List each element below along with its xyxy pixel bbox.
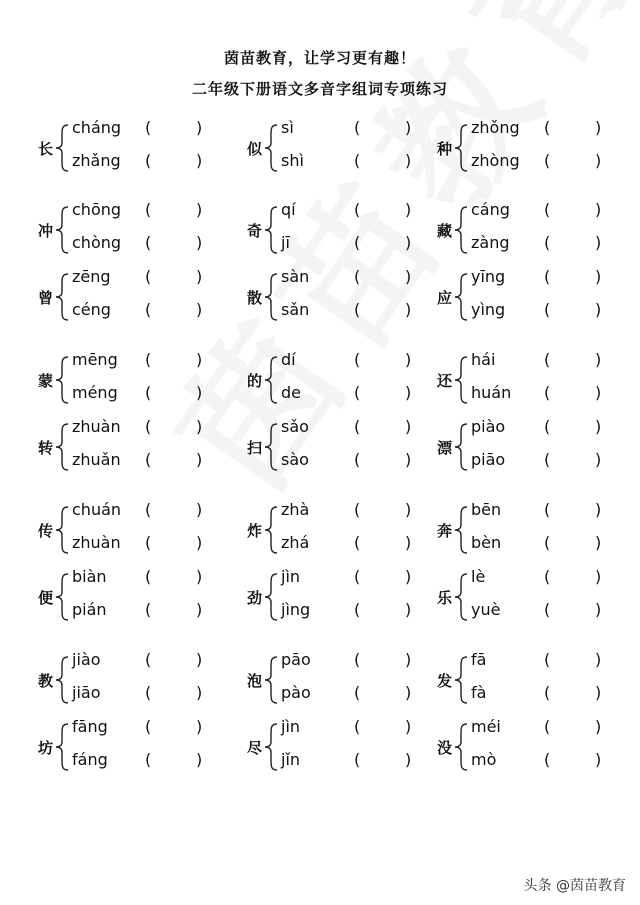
answer-blank-close: ) bbox=[196, 267, 203, 286]
answer-blank-open: ( bbox=[354, 350, 361, 369]
answer-blank-close: ) bbox=[196, 750, 203, 769]
answer-blank-open: ( bbox=[145, 233, 152, 252]
polyphone-character: 发 bbox=[437, 672, 453, 690]
pinyin-reading: piāo bbox=[471, 450, 506, 469]
answer-blank-close: ) bbox=[405, 267, 412, 286]
answer-blank-close: ) bbox=[405, 717, 412, 736]
answer-blank-open: ( bbox=[145, 650, 152, 669]
answer-blank-close: ) bbox=[405, 417, 412, 436]
brace-icon bbox=[263, 572, 283, 622]
answer-blank-close: ) bbox=[405, 533, 412, 552]
answer-blank-open: ( bbox=[145, 600, 152, 619]
answer-blank-close: ) bbox=[196, 650, 203, 669]
answer-blank-open: ( bbox=[544, 300, 551, 319]
polyphone-entry bbox=[38, 650, 238, 710]
brace-icon bbox=[263, 505, 283, 555]
answer-blank-open: ( bbox=[145, 118, 152, 137]
brace-icon bbox=[54, 123, 74, 173]
pinyin-reading: chòng bbox=[72, 233, 122, 252]
polyphone-character: 还 bbox=[437, 372, 453, 390]
pinyin-reading: fā bbox=[471, 650, 487, 669]
polyphone-entry bbox=[437, 567, 637, 627]
pinyin-reading: fà bbox=[471, 683, 487, 702]
polyphone-entry bbox=[437, 500, 637, 560]
pinyin-reading: sǎo bbox=[281, 417, 309, 436]
answer-blank-open: ( bbox=[354, 450, 361, 469]
pinyin-reading: hái bbox=[471, 350, 496, 369]
answer-blank-close: ) bbox=[405, 650, 412, 669]
brace-icon bbox=[54, 572, 74, 622]
brace-icon bbox=[263, 722, 283, 772]
answer-blank-close: ) bbox=[196, 500, 203, 519]
pinyin-reading: zēng bbox=[72, 267, 111, 286]
polyphone-character: 蒙 bbox=[38, 372, 54, 390]
brace-icon bbox=[54, 422, 74, 472]
pinyin-reading: mēng bbox=[72, 350, 118, 369]
pinyin-reading: zhǒng bbox=[471, 118, 520, 137]
answer-blank-open: ( bbox=[544, 650, 551, 669]
answer-blank-close: ) bbox=[595, 533, 602, 552]
pinyin-reading: sì bbox=[281, 118, 294, 137]
pinyin-reading: qí bbox=[281, 200, 296, 219]
polyphone-entry bbox=[38, 717, 238, 777]
pinyin-reading: zhà bbox=[281, 500, 310, 519]
answer-blank-open: ( bbox=[544, 350, 551, 369]
answer-blank-open: ( bbox=[145, 683, 152, 702]
answer-blank-close: ) bbox=[196, 600, 203, 619]
answer-blank-open: ( bbox=[354, 151, 361, 170]
answer-blank-open: ( bbox=[544, 151, 551, 170]
answer-blank-close: ) bbox=[595, 450, 602, 469]
brace-icon bbox=[263, 655, 283, 705]
answer-blank-close: ) bbox=[405, 151, 412, 170]
pinyin-reading: méng bbox=[72, 383, 118, 402]
polyphone-entry bbox=[437, 267, 637, 327]
answer-blank-open: ( bbox=[145, 567, 152, 586]
answer-blank-close: ) bbox=[196, 151, 203, 170]
polyphone-character: 漂 bbox=[437, 439, 453, 457]
answer-blank-open: ( bbox=[544, 500, 551, 519]
pinyin-reading: céng bbox=[72, 300, 111, 319]
answer-blank-close: ) bbox=[196, 450, 203, 469]
polyphone-character: 泡 bbox=[247, 672, 263, 690]
pinyin-reading: yīng bbox=[471, 267, 506, 286]
pinyin-reading: fāng bbox=[72, 717, 108, 736]
answer-blank-open: ( bbox=[145, 350, 152, 369]
answer-blank-close: ) bbox=[405, 567, 412, 586]
polyphone-entry bbox=[437, 118, 637, 178]
polyphone-character: 散 bbox=[247, 289, 263, 307]
answer-blank-open: ( bbox=[145, 267, 152, 286]
polyphone-character: 传 bbox=[38, 522, 54, 540]
polyphone-entry bbox=[437, 650, 637, 710]
polyphone-entry bbox=[437, 350, 637, 410]
polyphone-entry bbox=[247, 500, 447, 560]
polyphone-entry bbox=[38, 567, 238, 627]
polyphone-entry bbox=[38, 417, 238, 477]
brace-icon bbox=[453, 123, 473, 173]
polyphone-character: 劲 bbox=[247, 589, 263, 607]
pinyin-reading: de bbox=[281, 383, 301, 402]
answer-blank-open: ( bbox=[354, 750, 361, 769]
answer-blank-open: ( bbox=[145, 750, 152, 769]
answer-blank-open: ( bbox=[544, 417, 551, 436]
pinyin-reading: yuè bbox=[471, 600, 501, 619]
brace-icon bbox=[453, 355, 473, 405]
answer-blank-open: ( bbox=[145, 383, 152, 402]
pinyin-reading: pào bbox=[281, 683, 311, 702]
answer-blank-close: ) bbox=[196, 350, 203, 369]
answer-blank-close: ) bbox=[405, 350, 412, 369]
polyphone-character: 种 bbox=[437, 140, 453, 158]
pinyin-reading: zhá bbox=[281, 533, 310, 552]
answer-blank-open: ( bbox=[145, 151, 152, 170]
answer-blank-open: ( bbox=[544, 450, 551, 469]
brace-icon bbox=[54, 205, 74, 255]
answer-blank-close: ) bbox=[196, 383, 203, 402]
polyphone-entry bbox=[247, 267, 447, 327]
brace-icon bbox=[263, 272, 283, 322]
polyphone-character: 教 bbox=[38, 672, 54, 690]
polyphone-character: 扫 bbox=[247, 439, 263, 457]
answer-blank-close: ) bbox=[405, 600, 412, 619]
brace-icon bbox=[453, 655, 473, 705]
answer-blank-close: ) bbox=[595, 267, 602, 286]
footer-credit: 头条 @茵苗教育 bbox=[523, 878, 626, 894]
answer-blank-close: ) bbox=[196, 683, 203, 702]
polyphone-character: 奔 bbox=[437, 522, 453, 540]
pinyin-reading: zhòng bbox=[471, 151, 520, 170]
brace-icon bbox=[263, 205, 283, 255]
brace-icon bbox=[453, 422, 473, 472]
pinyin-reading: jìng bbox=[281, 600, 311, 619]
pinyin-reading: jiào bbox=[72, 650, 101, 669]
polyphone-entry bbox=[437, 200, 637, 260]
polyphone-character: 应 bbox=[437, 289, 453, 307]
answer-blank-open: ( bbox=[544, 750, 551, 769]
brace-icon bbox=[54, 272, 74, 322]
polyphone-character: 炸 bbox=[247, 522, 263, 540]
brace-icon bbox=[54, 722, 74, 772]
pinyin-reading: shì bbox=[281, 151, 304, 170]
polyphone-character: 的 bbox=[247, 372, 263, 390]
brace-icon bbox=[54, 355, 74, 405]
answer-blank-close: ) bbox=[196, 118, 203, 137]
answer-blank-open: ( bbox=[354, 300, 361, 319]
answer-blank-close: ) bbox=[405, 383, 412, 402]
polyphone-entry bbox=[247, 200, 447, 260]
answer-blank-close: ) bbox=[595, 567, 602, 586]
brace-icon bbox=[263, 355, 283, 405]
pinyin-reading: zhuàn bbox=[72, 417, 121, 436]
pinyin-reading: chōng bbox=[72, 200, 122, 219]
pinyin-reading: yìng bbox=[471, 300, 506, 319]
answer-blank-close: ) bbox=[595, 683, 602, 702]
answer-blank-open: ( bbox=[354, 717, 361, 736]
polyphone-entry bbox=[437, 717, 637, 777]
answer-blank-close: ) bbox=[196, 233, 203, 252]
brace-icon bbox=[54, 505, 74, 555]
pinyin-reading: méi bbox=[471, 717, 501, 736]
brace-icon bbox=[453, 505, 473, 555]
answer-blank-close: ) bbox=[405, 750, 412, 769]
polyphone-entry bbox=[38, 500, 238, 560]
polyphone-character: 曾 bbox=[38, 289, 54, 307]
polyphone-character: 转 bbox=[38, 439, 54, 457]
answer-blank-close: ) bbox=[196, 717, 203, 736]
pinyin-reading: zàng bbox=[471, 233, 510, 252]
answer-blank-open: ( bbox=[145, 200, 152, 219]
answer-blank-open: ( bbox=[544, 567, 551, 586]
answer-blank-close: ) bbox=[595, 600, 602, 619]
brace-icon bbox=[453, 272, 473, 322]
polyphone-entry bbox=[38, 350, 238, 410]
polyphone-character: 藏 bbox=[437, 222, 453, 240]
polyphone-character: 长 bbox=[38, 140, 54, 158]
answer-blank-close: ) bbox=[595, 717, 602, 736]
pinyin-reading: sàn bbox=[281, 267, 310, 286]
answer-blank-close: ) bbox=[595, 383, 602, 402]
pinyin-reading: jī bbox=[281, 233, 290, 252]
answer-blank-open: ( bbox=[354, 600, 361, 619]
answer-blank-open: ( bbox=[544, 233, 551, 252]
brace-icon bbox=[54, 655, 74, 705]
answer-blank-open: ( bbox=[544, 118, 551, 137]
pinyin-reading: bēn bbox=[471, 500, 502, 519]
brace-icon bbox=[453, 722, 473, 772]
pinyin-reading: sǎn bbox=[281, 300, 310, 319]
answer-blank-open: ( bbox=[354, 650, 361, 669]
pinyin-reading: huán bbox=[471, 383, 512, 402]
answer-blank-close: ) bbox=[595, 350, 602, 369]
pinyin-reading: cáng bbox=[471, 200, 510, 219]
pinyin-reading: zhǎng bbox=[72, 151, 121, 170]
brace-icon bbox=[263, 123, 283, 173]
pinyin-reading: jìn bbox=[281, 567, 301, 586]
answer-blank-open: ( bbox=[145, 417, 152, 436]
pinyin-reading: zhuǎn bbox=[72, 450, 121, 469]
answer-blank-open: ( bbox=[145, 300, 152, 319]
answer-blank-close: ) bbox=[405, 683, 412, 702]
answer-blank-open: ( bbox=[544, 383, 551, 402]
answer-blank-open: ( bbox=[544, 200, 551, 219]
polyphone-character: 尽 bbox=[247, 739, 263, 757]
polyphone-character: 冲 bbox=[38, 222, 54, 240]
answer-blank-close: ) bbox=[595, 151, 602, 170]
pinyin-reading: lè bbox=[471, 567, 486, 586]
polyphone-character: 似 bbox=[247, 140, 263, 158]
polyphone-entry bbox=[38, 267, 238, 327]
answer-blank-close: ) bbox=[595, 200, 602, 219]
polyphone-character: 乐 bbox=[437, 589, 453, 607]
answer-blank-open: ( bbox=[354, 683, 361, 702]
pinyin-reading: sào bbox=[281, 450, 309, 469]
pinyin-reading: dí bbox=[281, 350, 296, 369]
answer-blank-open: ( bbox=[145, 717, 152, 736]
answer-blank-open: ( bbox=[544, 717, 551, 736]
polyphone-entry bbox=[247, 417, 447, 477]
answer-blank-open: ( bbox=[354, 500, 361, 519]
answer-blank-close: ) bbox=[405, 233, 412, 252]
answer-blank-close: ) bbox=[595, 417, 602, 436]
polyphone-entry bbox=[247, 650, 447, 710]
answer-blank-open: ( bbox=[544, 600, 551, 619]
answer-blank-open: ( bbox=[354, 118, 361, 137]
brace-icon bbox=[453, 572, 473, 622]
answer-blank-open: ( bbox=[544, 267, 551, 286]
answer-blank-close: ) bbox=[196, 300, 203, 319]
polyphone-character: 没 bbox=[437, 739, 453, 757]
answer-blank-close: ) bbox=[595, 750, 602, 769]
answer-blank-close: ) bbox=[595, 300, 602, 319]
pinyin-reading: jǐn bbox=[281, 750, 301, 769]
answer-blank-close: ) bbox=[595, 118, 602, 137]
answer-blank-close: ) bbox=[595, 500, 602, 519]
brace-icon bbox=[263, 422, 283, 472]
answer-blank-open: ( bbox=[544, 683, 551, 702]
answer-blank-open: ( bbox=[354, 533, 361, 552]
answer-blank-close: ) bbox=[595, 650, 602, 669]
page-title: 茵苗教育，让学习更有趣！ bbox=[223, 49, 416, 67]
pinyin-reading: jìn bbox=[281, 717, 301, 736]
pinyin-reading: zhuàn bbox=[72, 533, 121, 552]
pinyin-reading: pāo bbox=[281, 650, 311, 669]
pinyin-reading: biàn bbox=[72, 567, 107, 586]
answer-blank-open: ( bbox=[354, 267, 361, 286]
answer-blank-close: ) bbox=[405, 450, 412, 469]
answer-blank-close: ) bbox=[405, 500, 412, 519]
page-subtitle: 二年级下册语文多音字组词专项练习 bbox=[191, 80, 448, 98]
polyphone-character: 坊 bbox=[38, 739, 54, 757]
polyphone-entry bbox=[38, 118, 238, 178]
polyphone-character: 便 bbox=[38, 589, 54, 607]
answer-blank-open: ( bbox=[544, 533, 551, 552]
pinyin-reading: cháng bbox=[72, 118, 122, 137]
answer-blank-open: ( bbox=[354, 567, 361, 586]
answer-blank-close: ) bbox=[196, 567, 203, 586]
polyphone-entry bbox=[38, 200, 238, 260]
polyphone-character: 奇 bbox=[247, 222, 263, 240]
pinyin-reading: piào bbox=[471, 417, 506, 436]
answer-blank-open: ( bbox=[354, 200, 361, 219]
answer-blank-close: ) bbox=[405, 300, 412, 319]
brace-icon bbox=[453, 205, 473, 255]
answer-blank-close: ) bbox=[196, 533, 203, 552]
polyphone-entry bbox=[247, 717, 447, 777]
answer-blank-open: ( bbox=[354, 233, 361, 252]
pinyin-reading: mò bbox=[471, 750, 497, 769]
answer-blank-open: ( bbox=[354, 417, 361, 436]
polyphone-entry bbox=[247, 567, 447, 627]
answer-blank-open: ( bbox=[145, 450, 152, 469]
answer-blank-close: ) bbox=[595, 233, 602, 252]
answer-blank-close: ) bbox=[405, 118, 412, 137]
answer-blank-open: ( bbox=[354, 383, 361, 402]
pinyin-reading: fáng bbox=[72, 750, 108, 769]
pinyin-reading: pián bbox=[72, 600, 107, 619]
pinyin-reading: bèn bbox=[471, 533, 502, 552]
polyphone-entry bbox=[247, 350, 447, 410]
polyphone-entry bbox=[247, 118, 447, 178]
answer-blank-open: ( bbox=[145, 500, 152, 519]
answer-blank-open: ( bbox=[145, 533, 152, 552]
pinyin-reading: chuán bbox=[72, 500, 122, 519]
answer-blank-close: ) bbox=[196, 417, 203, 436]
pinyin-reading: jiāo bbox=[72, 683, 101, 702]
answer-blank-close: ) bbox=[405, 200, 412, 219]
answer-blank-close: ) bbox=[196, 200, 203, 219]
polyphone-entry bbox=[437, 417, 637, 477]
